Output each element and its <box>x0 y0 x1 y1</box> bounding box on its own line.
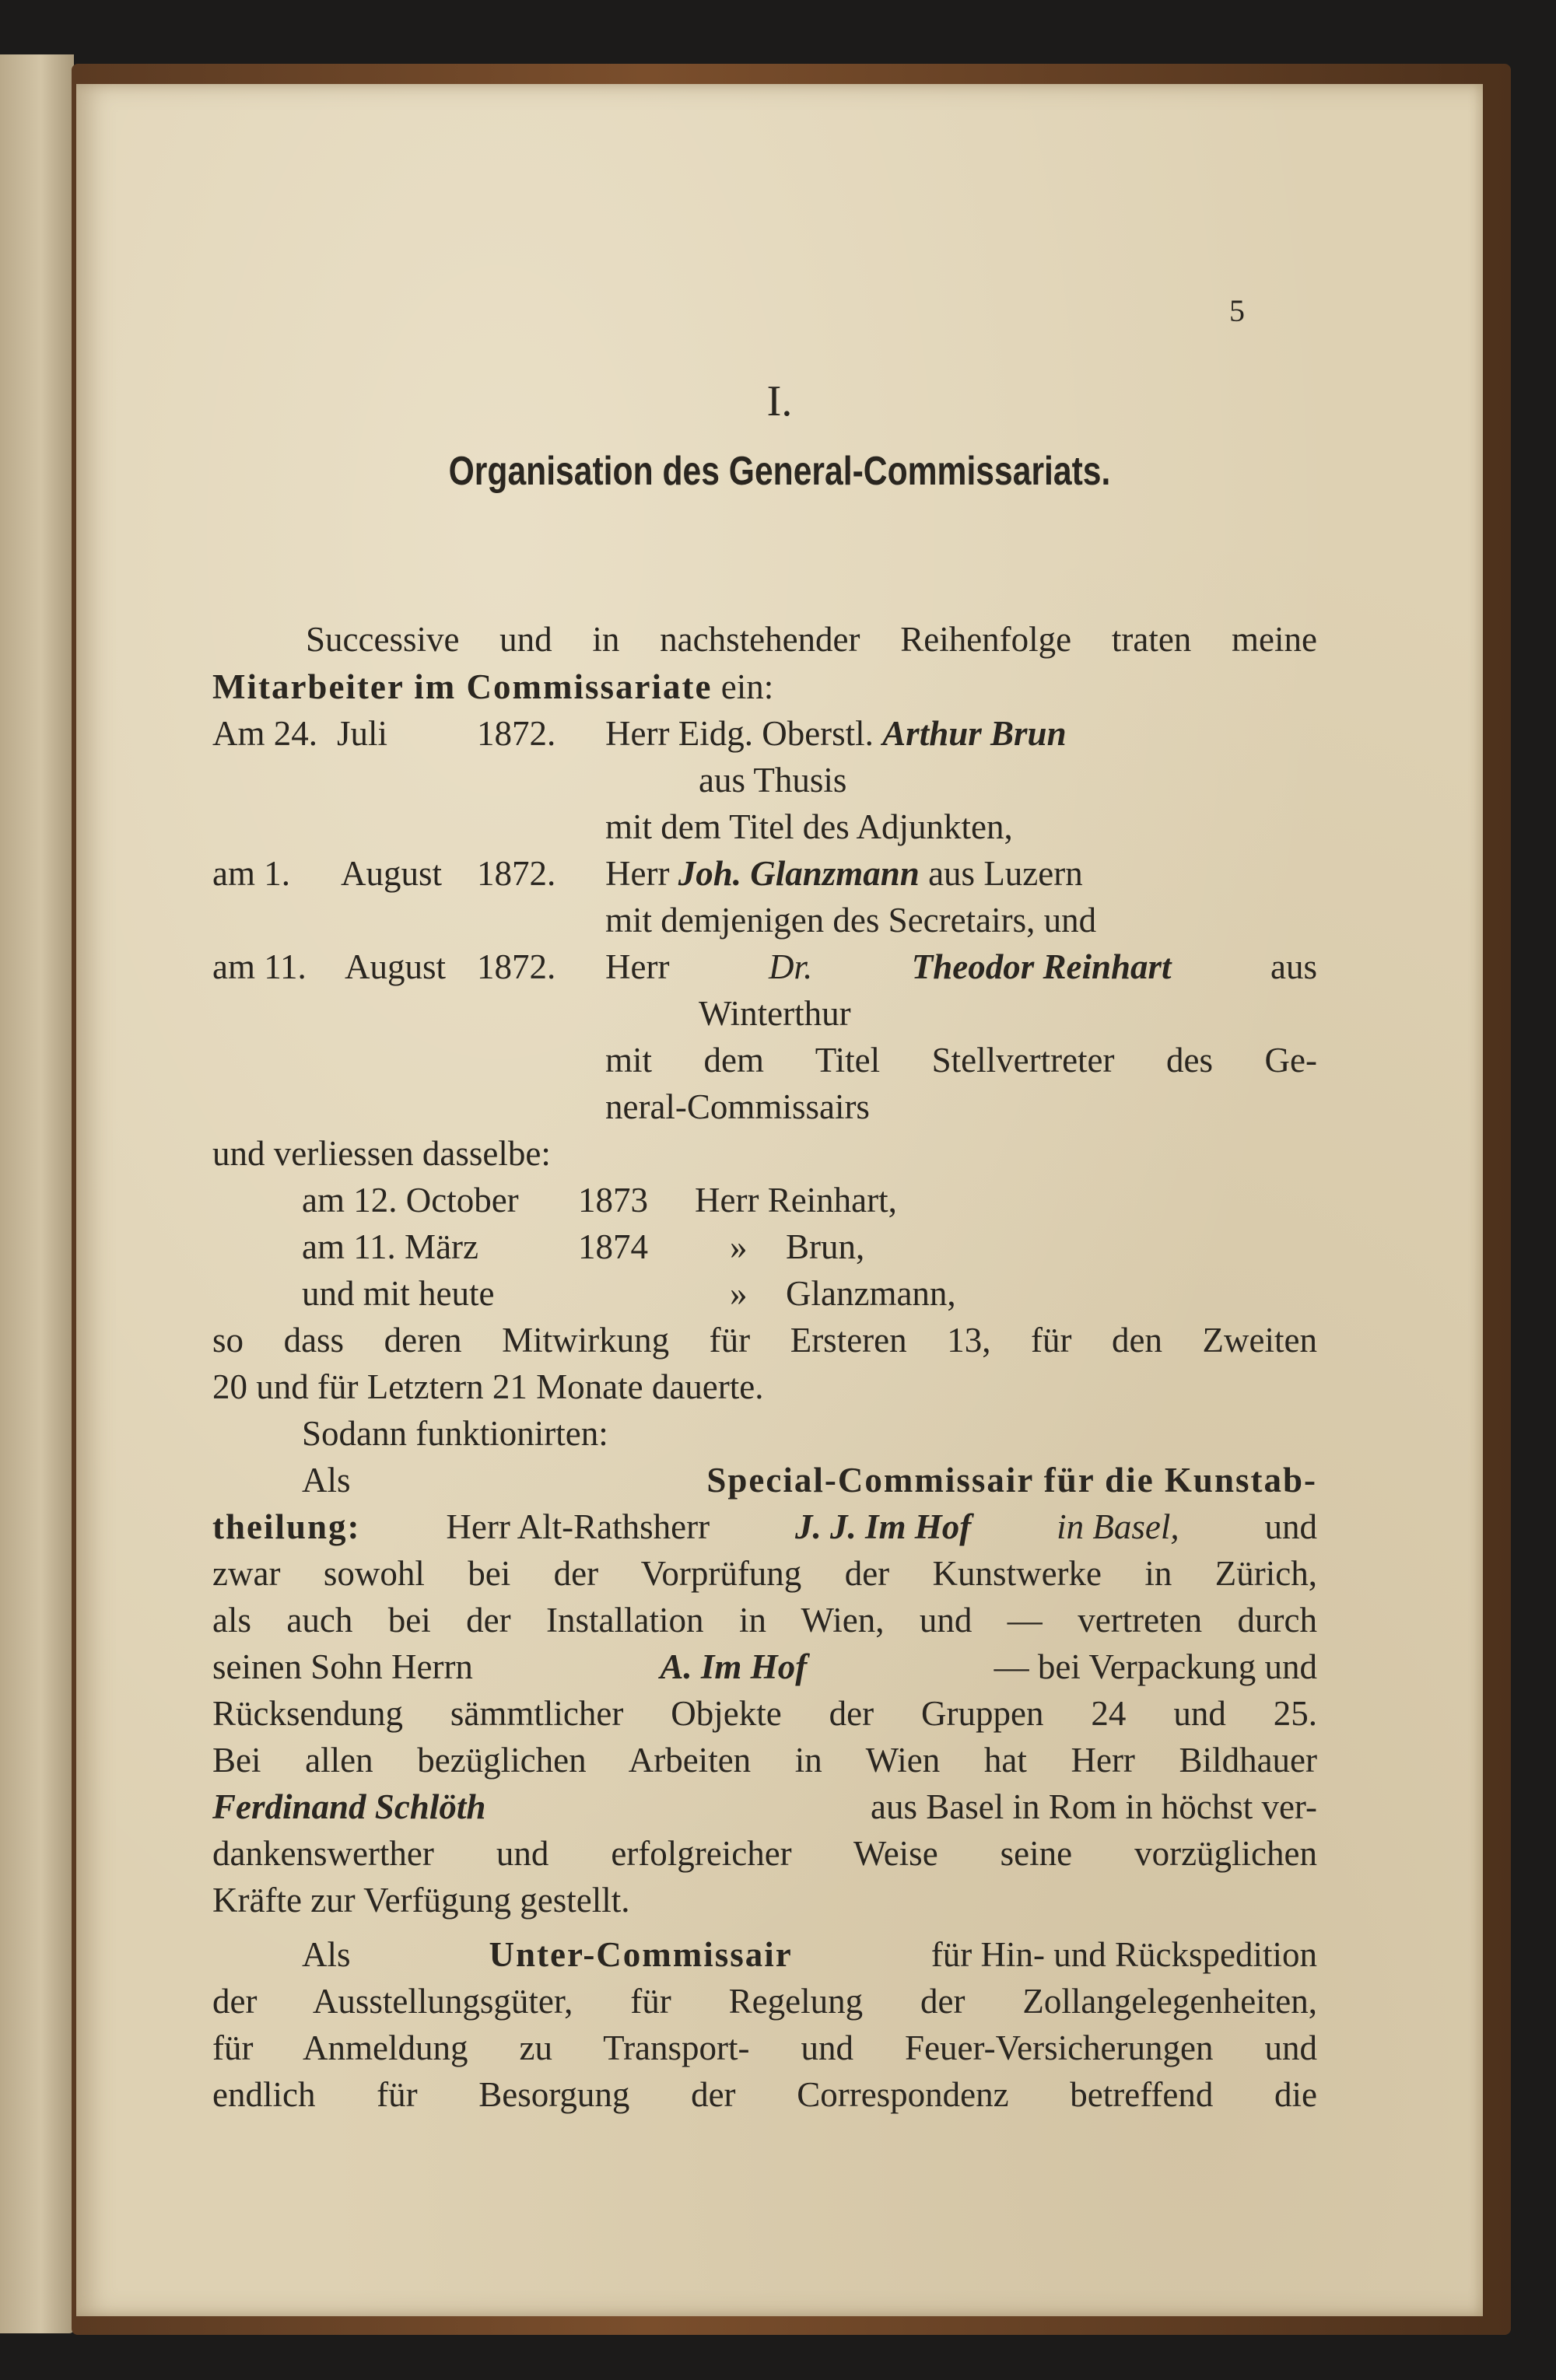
special-line-3: zwar sowohl bei der Vorprüfung der Kunstwerke in Zürich, <box>212 1554 1317 1593</box>
entry-pre: Eidg. Oberstl. <box>678 714 874 753</box>
special-rathsherr: Herr Alt-Rathsherr <box>446 1507 710 1546</box>
special-in-basel: in Basel, <box>1057 1507 1179 1546</box>
special-line-2 <box>212 1503 1317 1550</box>
special-line-1 <box>302 1457 1317 1503</box>
entry-month: Juli <box>337 714 388 753</box>
special-line-8 <box>212 1783 1317 1830</box>
unter-als: Als <box>302 1935 351 1974</box>
intro-line-2 <box>212 663 773 710</box>
entry-herr: Herr <box>605 854 670 893</box>
entry-cont: mit dem Titel Stellvertreter des Ge- <box>605 1041 1317 1080</box>
entry-post: aus <box>1270 947 1317 986</box>
special-bold-1: Special-Commissair für die Kunstab- <box>706 1461 1317 1500</box>
unter-line-3: für Anmeldung zu Transport- und Feuer-Versicherungen und <box>212 2028 1317 2067</box>
departure-year: 1873 <box>578 1181 648 1220</box>
entry-year: 1872. <box>477 854 556 893</box>
special-name-2: A. Im Hof <box>660 1647 808 1686</box>
entry-date: am 1. <box>212 854 290 893</box>
previous-page-edge <box>0 54 74 2333</box>
departure-mark: » <box>730 1227 748 1266</box>
special-name-3: Ferdinand Schlöth <box>212 1787 486 1826</box>
intro-line-1: Successive und in nachstehender Reihenfolge traten meine <box>306 620 1317 659</box>
special-als: Als <box>302 1461 351 1500</box>
intro-rest: ein: <box>720 667 774 706</box>
entry-person <box>605 850 1083 897</box>
special-name-1: J. J. Im Hof <box>794 1507 972 1546</box>
departure-name: Herr Reinhart, <box>695 1181 897 1220</box>
entry-cont: mit demjenigen des Secretairs, und <box>605 901 1097 940</box>
special-line-4: als auch bei der Installation in Wien, und — vertreten durch <box>212 1601 1317 1640</box>
departure-date: und mit heute <box>302 1274 495 1313</box>
entry-year: 1872. <box>477 947 556 986</box>
unter-bold: Unter-Commissair <box>489 1935 793 1974</box>
entry-herr: Herr <box>605 714 670 753</box>
departure-mark: » <box>730 1274 748 1313</box>
departure-name: Glanzmann, <box>786 1274 956 1313</box>
intro-bold: Mitarbeiter im Commissariate <box>212 667 713 706</box>
entry-date: Am 24. <box>212 714 317 753</box>
entry-cont: aus Thusis <box>699 761 847 800</box>
entry-herr: Herr <box>605 947 670 986</box>
special-line-10: Kräfte zur Verfügung gestellt. <box>212 1881 630 1920</box>
entry-cont: Winterthur <box>699 994 851 1033</box>
entry-post: aus Luzern <box>928 854 1083 893</box>
special-sohn: seinen Sohn Herrn <box>212 1647 473 1686</box>
entry-person <box>605 943 1317 990</box>
special-bold-2: theilung: <box>212 1507 361 1546</box>
special-line-7: Bei allen bezüglichen Arbeiten in Wien hat Herr Bildhauer <box>212 1741 1317 1780</box>
unter-rest: für Hin- und Rückspedition <box>930 1935 1317 1974</box>
departure-year: 1874 <box>578 1227 648 1266</box>
entry-name: Joh. Glanzmann <box>678 854 920 893</box>
departure-date: am 12. October <box>302 1181 519 1220</box>
so-dass-line-1: so dass deren Mitwirkung für Ersteren 13, für den Zweiten <box>212 1321 1317 1360</box>
entry-person <box>605 710 1067 757</box>
special-rom: aus Basel in Rom in höchst ver- <box>870 1787 1317 1826</box>
unter-line-4: endlich für Besorgung der Correspondenz betreffend die <box>212 2075 1317 2114</box>
entry-month: August <box>345 947 447 986</box>
special-line-6: Rücksendung sämmtlicher Objekte der Gruppen 24 und 25. <box>212 1694 1317 1733</box>
entry-name: Theodor Reinhart <box>911 947 1172 986</box>
entry-cont: neral-Commissairs <box>605 1087 870 1126</box>
special-line-5 <box>212 1643 1317 1690</box>
unter-line-2: der Ausstellungsgüter, für Regelung der Zollangelegenheiten, <box>212 1982 1317 2021</box>
entry-month: August <box>341 854 443 893</box>
book-page <box>76 84 1483 2316</box>
section-numeral: I. <box>766 377 793 425</box>
departure-date: am 11. März <box>302 1227 478 1266</box>
entry-date: am 11. <box>212 947 307 986</box>
section-title: Organisation des General-Commissariats. <box>448 449 1111 494</box>
page-number: 5 <box>1229 293 1245 328</box>
entry-cont: mit dem Titel des Adjunkten, <box>605 807 1013 846</box>
entry-year: 1872. <box>477 714 556 753</box>
entry-pre: Dr. <box>768 947 813 986</box>
so-dass-line-2: 20 und für Letztern 21 Monate dauerte. <box>212 1367 764 1406</box>
entry-name: Arthur Brun <box>882 714 1067 753</box>
sodann-line: Sodann funktionirten: <box>302 1414 608 1453</box>
departure-name: Brun, <box>786 1227 865 1266</box>
unter-line-1 <box>302 1931 1317 1978</box>
verliessen-line: und verliessen dasselbe: <box>212 1134 551 1173</box>
special-und: und <box>1264 1507 1317 1546</box>
special-line-9: dankenswerther und erfolgreicher Weise seine vorzüglichen <box>212 1834 1317 1873</box>
special-verpackung: — bei Verpackung und <box>994 1647 1317 1686</box>
